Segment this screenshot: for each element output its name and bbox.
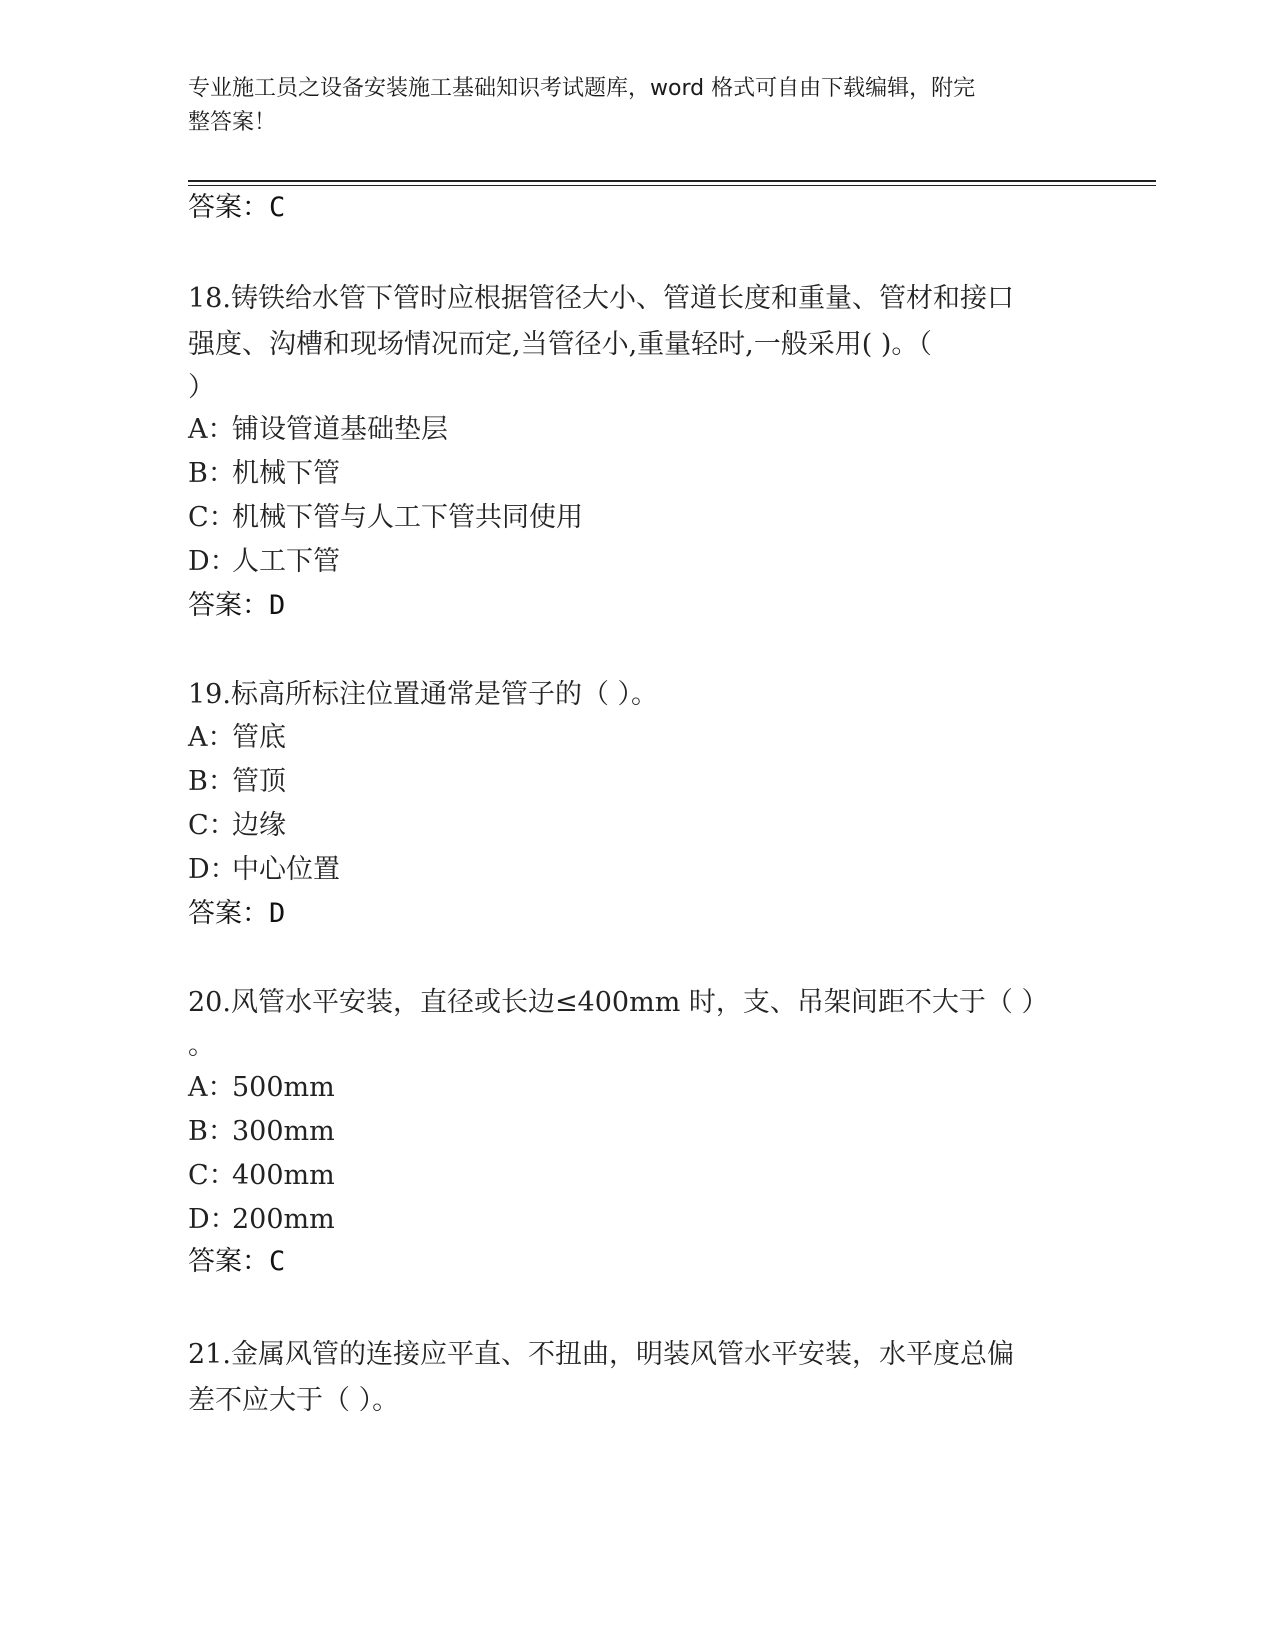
header-divider xyxy=(188,180,1156,182)
answer-line xyxy=(188,896,285,932)
option-text: 500mm xyxy=(232,1072,335,1103)
option-c xyxy=(188,1158,335,1194)
option-a xyxy=(188,1070,335,1106)
question-20 xyxy=(188,980,1088,1066)
option-key: C： xyxy=(188,502,236,533)
option-text: 300mm xyxy=(232,1116,335,1147)
option-key: B： xyxy=(188,458,235,489)
option-text: 人工下管 xyxy=(232,546,340,577)
option-a xyxy=(188,720,286,756)
option-text: 铺设管道基础垫层 xyxy=(232,414,448,445)
answer-value: D xyxy=(269,590,286,621)
document-header xyxy=(188,72,1068,140)
question-text-line: 19.标高所标注位置通常是管子的（ ）。 xyxy=(188,679,659,710)
option-key: D： xyxy=(188,854,237,885)
answer-label: 答案： xyxy=(188,192,269,223)
option-key: B： xyxy=(188,1116,235,1147)
option-d xyxy=(188,544,340,580)
answer-line xyxy=(188,190,285,226)
option-text: 中心位置 xyxy=(232,854,340,885)
option-key: A： xyxy=(188,1072,235,1103)
question-text-line: 21.金属风管的连接应平直、不扭曲，明装风管水平安装，水平度总偏 xyxy=(188,1339,1014,1370)
option-key: C： xyxy=(188,1160,236,1191)
option-key: A： xyxy=(188,722,235,753)
answer-value: C xyxy=(269,1246,286,1277)
header-line-1: 专业施工员之设备安装施工基础知识考试题库，word 格式可自由下载编辑，附完 xyxy=(188,76,976,101)
question-text-line: 18.铸铁给水管下管时应根据管径大小、管道长度和重量、管材和接口 xyxy=(188,283,1014,314)
question-18 xyxy=(188,276,1088,408)
question-text-line: ） xyxy=(188,372,215,403)
question-text-line: 。 xyxy=(188,1030,215,1061)
option-c xyxy=(188,500,583,536)
question-text-line: 强度、沟槽和现场情况而定,当管径小,重量轻时,一般采用( )。（ xyxy=(188,329,932,360)
header-divider-thin xyxy=(188,185,1156,186)
answer-line xyxy=(188,588,285,624)
option-key: B： xyxy=(188,766,235,797)
answer-label: 答案： xyxy=(188,898,269,929)
answer-line xyxy=(188,1244,285,1280)
option-key: A： xyxy=(188,414,235,445)
option-c xyxy=(188,808,286,844)
option-b xyxy=(188,764,286,800)
option-text: 400mm xyxy=(232,1160,335,1191)
option-key: D： xyxy=(188,1204,237,1235)
answer-value: D xyxy=(269,898,286,929)
header-line-2: 整答案！ xyxy=(188,110,277,135)
option-b xyxy=(188,1114,335,1150)
option-text: 管顶 xyxy=(232,766,286,797)
answer-label: 答案： xyxy=(188,1246,269,1277)
option-b xyxy=(188,456,340,492)
option-text: 机械下管与人工下管共同使用 xyxy=(232,502,583,533)
option-d xyxy=(188,1202,335,1238)
option-key: D： xyxy=(188,546,237,577)
option-d xyxy=(188,852,340,888)
question-text-line: 20.风管水平安装，直径或长边≤400mm 时，支、吊架间距不大于（ ） xyxy=(188,987,1049,1018)
option-text: 边缘 xyxy=(232,810,286,841)
question-21 xyxy=(188,1332,1088,1424)
answer-value: C xyxy=(269,192,286,223)
option-text: 机械下管 xyxy=(232,458,340,489)
option-a xyxy=(188,412,448,448)
question-19 xyxy=(188,672,1088,718)
option-text: 200mm xyxy=(232,1204,335,1235)
option-key: C： xyxy=(188,810,236,841)
answer-label: 答案： xyxy=(188,590,269,621)
question-text-line: 差不应大于（ ）。 xyxy=(188,1385,400,1416)
option-text: 管底 xyxy=(232,722,286,753)
